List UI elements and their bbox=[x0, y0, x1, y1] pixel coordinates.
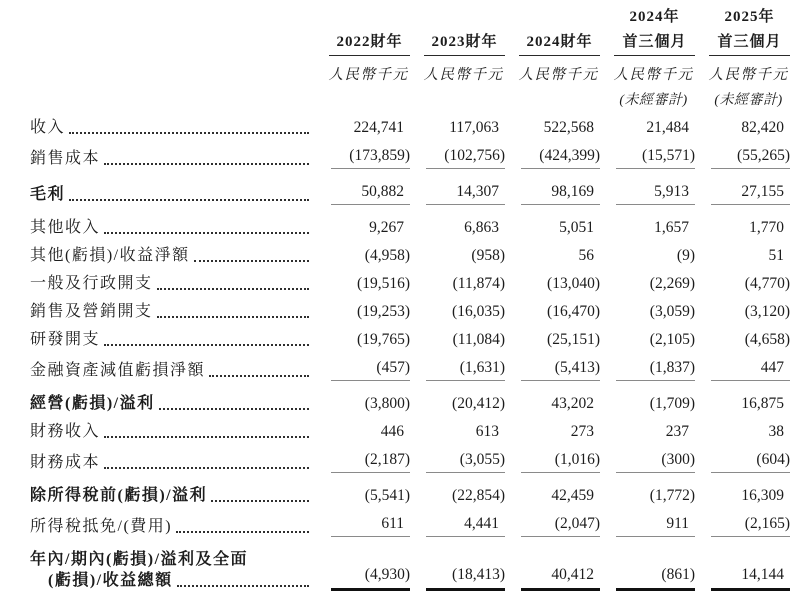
leader-dots bbox=[104, 163, 309, 165]
value-text: 613 bbox=[475, 423, 499, 440]
table-row bbox=[30, 113, 790, 141]
value-cell bbox=[315, 353, 410, 384]
row-label bbox=[30, 353, 315, 384]
table-row bbox=[30, 269, 790, 297]
leader-dots bbox=[69, 132, 309, 134]
value-text: (18,413) bbox=[452, 566, 505, 583]
value-text: 50,882 bbox=[361, 183, 404, 200]
value-cell bbox=[505, 384, 600, 417]
value-cell bbox=[315, 384, 410, 417]
row-label-text: 除所得稅前(虧損)/溢利 bbox=[30, 487, 208, 504]
leader-dots bbox=[104, 344, 309, 346]
value-text: 16,875 bbox=[741, 395, 784, 412]
row-label-text: 其他收入 bbox=[30, 219, 101, 236]
col-header-3m2025: 首三個月 bbox=[709, 30, 790, 56]
value-text: (55,265) bbox=[737, 147, 790, 164]
row-label bbox=[30, 325, 315, 353]
unit-label: 人民幣千元 bbox=[613, 67, 694, 83]
value-text: (25,151) bbox=[547, 331, 600, 348]
value-cell bbox=[410, 417, 505, 445]
leader-dots bbox=[194, 260, 309, 262]
leader-dots bbox=[209, 375, 309, 377]
value-text: (11,874) bbox=[452, 275, 505, 292]
financial-table bbox=[30, 4, 790, 594]
value-text: 117,063 bbox=[449, 119, 499, 136]
table-row bbox=[30, 208, 790, 241]
value-cell bbox=[600, 445, 695, 476]
value-cell bbox=[600, 325, 695, 353]
leader-dots bbox=[69, 199, 309, 201]
leader-dots bbox=[159, 408, 309, 410]
col-header-3m2024: 首三個月 bbox=[614, 30, 695, 56]
row-label bbox=[30, 113, 315, 141]
value-cell bbox=[315, 476, 410, 509]
value-cell bbox=[600, 509, 695, 540]
value-cell bbox=[315, 540, 410, 594]
value-text: 42,459 bbox=[551, 487, 594, 504]
table-row bbox=[30, 417, 790, 445]
row-label bbox=[30, 208, 315, 241]
leader-dots bbox=[104, 232, 309, 234]
value-text: 4,441 bbox=[464, 515, 499, 532]
value-cell bbox=[600, 269, 695, 297]
value-text: 51 bbox=[768, 247, 784, 264]
value-cell bbox=[695, 509, 790, 540]
table-row bbox=[30, 540, 790, 594]
leader-dots bbox=[177, 585, 309, 587]
value-text: (457) bbox=[376, 359, 410, 376]
table-row bbox=[30, 384, 790, 417]
value-text: (3,055) bbox=[459, 451, 505, 468]
value-text: (11,084) bbox=[452, 331, 505, 348]
value-cell bbox=[695, 445, 790, 476]
value-text: (102,756) bbox=[444, 147, 505, 164]
value-text: (16,470) bbox=[547, 303, 600, 320]
value-cell bbox=[505, 141, 600, 172]
header-row-years bbox=[30, 4, 790, 30]
value-text: (3,120) bbox=[744, 303, 790, 320]
value-text: 43,202 bbox=[551, 395, 594, 412]
row-label-text: 財務收入 bbox=[30, 423, 101, 440]
value-cell bbox=[315, 509, 410, 540]
col-header-year-2025: 2025年 bbox=[724, 9, 775, 25]
value-text: (4,770) bbox=[744, 275, 790, 292]
unit-label: 人民幣千元 bbox=[708, 67, 789, 83]
value-cell bbox=[505, 353, 600, 384]
value-cell bbox=[695, 172, 790, 208]
row-label-text: 銷售成本 bbox=[30, 150, 101, 167]
value-cell bbox=[410, 269, 505, 297]
value-text: (2,105) bbox=[649, 331, 695, 348]
row-label bbox=[30, 241, 315, 269]
value-cell bbox=[695, 476, 790, 509]
value-cell bbox=[600, 540, 695, 594]
leader-dots bbox=[157, 288, 309, 290]
value-cell bbox=[505, 325, 600, 353]
row-label-text: 收入 bbox=[30, 119, 66, 136]
value-cell bbox=[695, 540, 790, 594]
value-cell bbox=[410, 172, 505, 208]
value-cell bbox=[505, 172, 600, 208]
value-text: (5,541) bbox=[364, 487, 410, 504]
row-label-text: 經營(虧損)/溢利 bbox=[30, 395, 155, 412]
value-text: (2,165) bbox=[744, 515, 790, 532]
table-row bbox=[30, 325, 790, 353]
value-cell bbox=[600, 172, 695, 208]
value-text: (2,047) bbox=[554, 515, 600, 532]
value-cell bbox=[410, 353, 505, 384]
table-header bbox=[30, 4, 790, 113]
value-text: (4,658) bbox=[744, 331, 790, 348]
value-cell bbox=[410, 297, 505, 325]
value-text: 56 bbox=[578, 247, 594, 264]
row-label bbox=[30, 297, 315, 325]
value-text: (958) bbox=[471, 247, 505, 264]
value-cell bbox=[505, 445, 600, 476]
value-text: (19,765) bbox=[357, 331, 410, 348]
value-text: (1,631) bbox=[459, 359, 505, 376]
value-cell bbox=[600, 353, 695, 384]
value-text: 14,144 bbox=[741, 566, 784, 583]
value-cell bbox=[410, 509, 505, 540]
row-label bbox=[30, 417, 315, 445]
value-text: (4,958) bbox=[364, 247, 410, 264]
row-label-text: 銷售及營銷開支 bbox=[30, 303, 153, 320]
value-cell bbox=[410, 208, 505, 241]
row-label bbox=[30, 141, 315, 172]
row-label-text: 年內/期內(虧損)/溢利及全面 bbox=[30, 551, 249, 568]
value-cell bbox=[505, 208, 600, 241]
value-text: 9,267 bbox=[369, 219, 404, 236]
leader-dots bbox=[104, 467, 309, 469]
value-cell bbox=[410, 476, 505, 509]
value-cell bbox=[505, 417, 600, 445]
value-cell bbox=[695, 417, 790, 445]
unaudited-label: (未經審計) bbox=[714, 93, 783, 108]
table-row bbox=[30, 141, 790, 172]
header-spacer bbox=[30, 4, 315, 30]
value-text: 611 bbox=[381, 515, 404, 532]
col-header-year-2024: 2024年 bbox=[629, 9, 680, 25]
unit-label: 人民幣千元 bbox=[328, 67, 409, 83]
leader-dots bbox=[211, 500, 309, 502]
value-cell bbox=[315, 241, 410, 269]
value-text: (4,930) bbox=[364, 566, 410, 583]
table-body bbox=[30, 113, 790, 594]
leader-dots bbox=[104, 436, 309, 438]
value-cell bbox=[695, 269, 790, 297]
header-row-periods bbox=[30, 30, 790, 56]
value-cell bbox=[600, 417, 695, 445]
value-text: (300) bbox=[661, 451, 695, 468]
col-header-fy2024: 2024財年 bbox=[519, 30, 600, 56]
unaudited-label: (未經審計) bbox=[619, 93, 688, 108]
value-cell bbox=[600, 208, 695, 241]
value-cell bbox=[315, 172, 410, 208]
value-cell bbox=[315, 445, 410, 476]
row-label bbox=[30, 269, 315, 297]
value-text: 224,741 bbox=[353, 119, 404, 136]
leader-dots bbox=[176, 531, 309, 533]
value-text: (3,800) bbox=[364, 395, 410, 412]
value-text: (2,187) bbox=[364, 451, 410, 468]
value-text: (2,269) bbox=[649, 275, 695, 292]
value-cell bbox=[315, 269, 410, 297]
value-cell bbox=[695, 384, 790, 417]
value-cell bbox=[410, 325, 505, 353]
value-text: (1,772) bbox=[649, 487, 695, 504]
row-label bbox=[30, 172, 315, 208]
table-row bbox=[30, 509, 790, 540]
col-header-fy2023: 2023財年 bbox=[424, 30, 505, 56]
row-label bbox=[30, 540, 315, 594]
table-row bbox=[30, 353, 790, 384]
value-text: 447 bbox=[760, 359, 784, 376]
header-row-units bbox=[30, 56, 790, 86]
value-text: 14,307 bbox=[456, 183, 499, 200]
value-cell bbox=[315, 208, 410, 241]
value-cell bbox=[410, 113, 505, 141]
row-label-text: 財務成本 bbox=[30, 454, 101, 471]
value-text: 5,051 bbox=[559, 219, 594, 236]
value-text: 522,568 bbox=[543, 119, 594, 136]
value-text: (13,040) bbox=[547, 275, 600, 292]
row-label-text: (虧損)/收益總額 bbox=[48, 572, 173, 589]
value-text: (19,516) bbox=[357, 275, 410, 292]
value-cell bbox=[315, 325, 410, 353]
value-cell bbox=[315, 297, 410, 325]
table-row bbox=[30, 297, 790, 325]
value-cell bbox=[695, 241, 790, 269]
row-label-text: 其他(虧損)/收益淨額 bbox=[30, 247, 190, 264]
leader-dots bbox=[157, 316, 309, 318]
row-label-text: 所得稅抵免/(費用) bbox=[30, 518, 173, 535]
value-text: 21,484 bbox=[646, 119, 689, 136]
value-cell bbox=[600, 241, 695, 269]
row-label-text: 研發開支 bbox=[30, 331, 101, 348]
value-cell bbox=[505, 476, 600, 509]
row-label-text: 金融資產減值虧損淨額 bbox=[30, 362, 206, 379]
header-row-unaudited bbox=[30, 86, 790, 113]
value-cell bbox=[410, 540, 505, 594]
value-cell bbox=[695, 297, 790, 325]
row-label bbox=[30, 384, 315, 417]
row-label-text: 毛利 bbox=[30, 186, 66, 203]
value-cell bbox=[410, 241, 505, 269]
value-cell bbox=[315, 141, 410, 172]
value-cell bbox=[505, 509, 600, 540]
table-row bbox=[30, 172, 790, 208]
value-cell bbox=[695, 353, 790, 384]
value-text: 237 bbox=[665, 423, 689, 440]
value-text: (173,859) bbox=[349, 147, 410, 164]
value-cell bbox=[600, 113, 695, 141]
row-label-text: 一般及行政開支 bbox=[30, 275, 153, 292]
value-text: (1,837) bbox=[649, 359, 695, 376]
value-text: (424,399) bbox=[539, 147, 600, 164]
value-text: (604) bbox=[756, 451, 790, 468]
value-text: 40,412 bbox=[551, 566, 594, 583]
value-text: 5,913 bbox=[654, 183, 689, 200]
value-text: 273 bbox=[570, 423, 594, 440]
value-text: (1,016) bbox=[554, 451, 600, 468]
value-cell bbox=[505, 113, 600, 141]
value-cell bbox=[410, 384, 505, 417]
value-text: 82,420 bbox=[741, 119, 784, 136]
row-label bbox=[30, 445, 315, 476]
value-text: (15,571) bbox=[642, 147, 695, 164]
table-row bbox=[30, 476, 790, 509]
value-cell bbox=[695, 325, 790, 353]
value-cell bbox=[600, 384, 695, 417]
value-cell bbox=[315, 417, 410, 445]
value-text: 6,863 bbox=[464, 219, 499, 236]
value-text: (5,413) bbox=[554, 359, 600, 376]
value-cell bbox=[505, 241, 600, 269]
value-text: (16,035) bbox=[452, 303, 505, 320]
value-text: (3,059) bbox=[649, 303, 695, 320]
value-cell bbox=[505, 297, 600, 325]
row-label bbox=[30, 476, 315, 509]
value-cell bbox=[695, 141, 790, 172]
value-text: (861) bbox=[661, 566, 695, 583]
value-text: 98,169 bbox=[551, 183, 594, 200]
value-cell bbox=[505, 540, 600, 594]
table-row bbox=[30, 445, 790, 476]
value-cell bbox=[410, 141, 505, 172]
value-text: (20,412) bbox=[452, 395, 505, 412]
value-text: (1,709) bbox=[649, 395, 695, 412]
table-row bbox=[30, 241, 790, 269]
value-cell bbox=[600, 297, 695, 325]
value-cell bbox=[695, 208, 790, 241]
value-cell bbox=[600, 141, 695, 172]
value-text: (9) bbox=[676, 247, 695, 264]
value-cell bbox=[315, 113, 410, 141]
value-text: (19,253) bbox=[357, 303, 410, 320]
value-text: 38 bbox=[768, 423, 784, 440]
value-cell bbox=[505, 269, 600, 297]
value-text: 1,657 bbox=[654, 219, 689, 236]
value-text: (22,854) bbox=[452, 487, 505, 504]
unit-label: 人民幣千元 bbox=[518, 67, 599, 83]
value-cell bbox=[410, 445, 505, 476]
unit-label: 人民幣千元 bbox=[423, 67, 504, 83]
value-text: 446 bbox=[380, 423, 404, 440]
value-cell bbox=[695, 113, 790, 141]
value-text: 1,770 bbox=[749, 219, 784, 236]
value-cell bbox=[600, 476, 695, 509]
row-label bbox=[30, 509, 315, 540]
col-header-fy2022: 2022財年 bbox=[329, 30, 410, 56]
value-text: 911 bbox=[666, 515, 689, 532]
value-text: 27,155 bbox=[741, 183, 784, 200]
value-text: 16,309 bbox=[741, 487, 784, 504]
